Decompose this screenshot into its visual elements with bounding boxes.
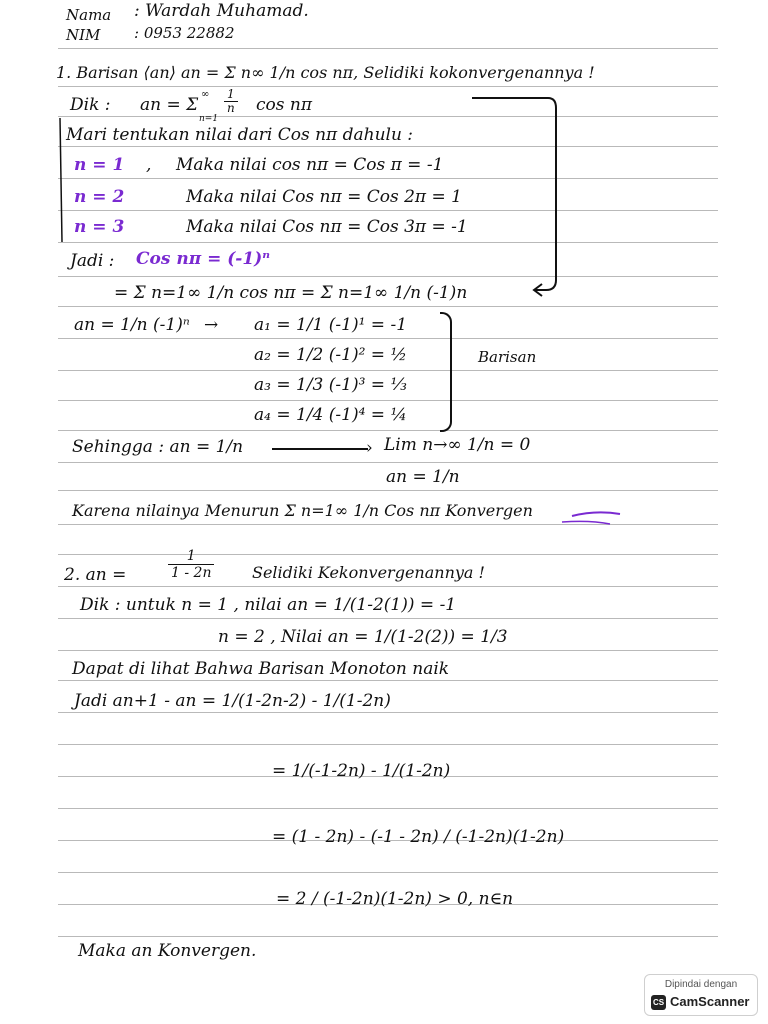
- watermark-line1: Dipindai dengan: [664, 979, 738, 990]
- arrow-to-terms: →: [204, 315, 219, 335]
- jadi-value: Cos nπ = (-1)ⁿ: [136, 249, 270, 269]
- rewrite-sum: = Σ n=1∞ 1/n cos nπ = Σ n=1∞ 1/n (-1)n: [114, 283, 468, 303]
- problem2-dik2: n = 2 , Nilai an = 1/(1-2(2)) = 1/3: [218, 627, 508, 647]
- nama-value: : Wardah Muhamad.: [134, 1, 309, 21]
- case-n3-text: Maka nilai Cos nπ = Cos 3π = -1: [186, 217, 468, 237]
- problem2-statement-pre: 2. an =: [64, 565, 127, 585]
- camscanner-logo-icon: CS: [651, 995, 666, 1010]
- bracket-arrow-path: [472, 98, 556, 290]
- case-n3: n = 3: [74, 217, 125, 237]
- limit-line2: an = 1/n: [386, 467, 460, 487]
- problem1-conclusion: Karena nilainya Menurun Σ n=1∞ 1/n Cos nπ Konvergen: [72, 501, 533, 520]
- problem2-step2: = 1/(-1-2n) - 1/(1-2n): [272, 761, 451, 781]
- left-box-edge: [60, 118, 62, 242]
- limit-arrow-head: ›: [366, 438, 373, 458]
- problem1-dik-label: Dik :: [70, 95, 111, 115]
- nim-value: : 0953 22882: [134, 24, 235, 42]
- nama-label: Nama: [66, 6, 112, 24]
- camscanner-badge: [644, 974, 758, 1016]
- problem2-observe: Dapat di lihat Bahwa Barisan Monoton naik: [72, 659, 450, 679]
- case-n1-sep: ,: [146, 155, 152, 175]
- problem2-statement-post: Selidiki Kekonvergenannya !: [252, 563, 485, 582]
- term-a2: a₂ = 1/2 (-1)² = ½: [254, 345, 407, 365]
- nim-label: NIM: [66, 26, 101, 44]
- case-n2: n = 2: [74, 187, 125, 207]
- term-a3: a₃ = 1/3 (-1)³ = ⅓: [254, 375, 407, 395]
- barisan-label: Barisan: [478, 348, 537, 366]
- problem2-fraction-num: 1: [168, 548, 214, 565]
- problem1-dik-expr: an = Σ: [140, 95, 199, 115]
- purple-underline: [572, 512, 620, 516]
- watermark-line2: CamScanner: [670, 994, 750, 1009]
- jadi-label: Jadi :: [70, 251, 115, 271]
- problem2-step3: = (1 - 2n) - (-1 - 2n) / (-1-2n)(1-2n): [272, 827, 565, 847]
- problem2-fraction-den: 1 - 2n: [171, 565, 212, 581]
- sum-lower-limit: n=1: [199, 114, 219, 124]
- case-n1: n = 1: [74, 155, 125, 175]
- purple-underline-2: [562, 521, 610, 524]
- problem2-step1: Jadi an+1 - an = 1/(1-2n-2) - 1/(1-2n): [74, 691, 391, 711]
- problem1-dik-rest: cos nπ: [256, 95, 313, 115]
- sum-upper-limit: ∞: [201, 89, 210, 100]
- problem2-dik1: Dik : untuk n = 1 , nilai an = 1/(1-2(1)) = -1: [80, 595, 457, 615]
- case-n1-text: Maka nilai cos nπ = Cos π = -1: [176, 155, 444, 175]
- sehingga-line: Sehingga : an = 1/n: [72, 437, 244, 457]
- term-a4: a₄ = 1/4 (-1)⁴ = ¼: [254, 405, 407, 425]
- an-definition: an = 1/n (-1)ⁿ: [74, 315, 190, 335]
- dik-fraction-den: n: [227, 101, 235, 115]
- case-n2-text: Maka nilai Cos nπ = Cos 2π = 1: [186, 187, 462, 207]
- problem2-step4: = 2 / (-1-2n)(1-2n) > 0, n∈n: [276, 889, 514, 909]
- problem2-final: Maka an Konvergen.: [78, 941, 257, 961]
- limit-expr: Lim n→∞ 1/n = 0: [384, 435, 531, 455]
- problem1-statement: 1. Barisan ⟨an⟩ an = Σ n∞ 1/n cos nπ, Selidiki kokonvergenannya !: [56, 63, 595, 82]
- dik-fraction-num: 1: [224, 88, 238, 102]
- problem1-intro: Mari tentukan nilai dari Cos nπ dahulu :: [66, 125, 414, 145]
- term-a1: a₁ = 1/1 (-1)¹ = -1: [254, 315, 408, 335]
